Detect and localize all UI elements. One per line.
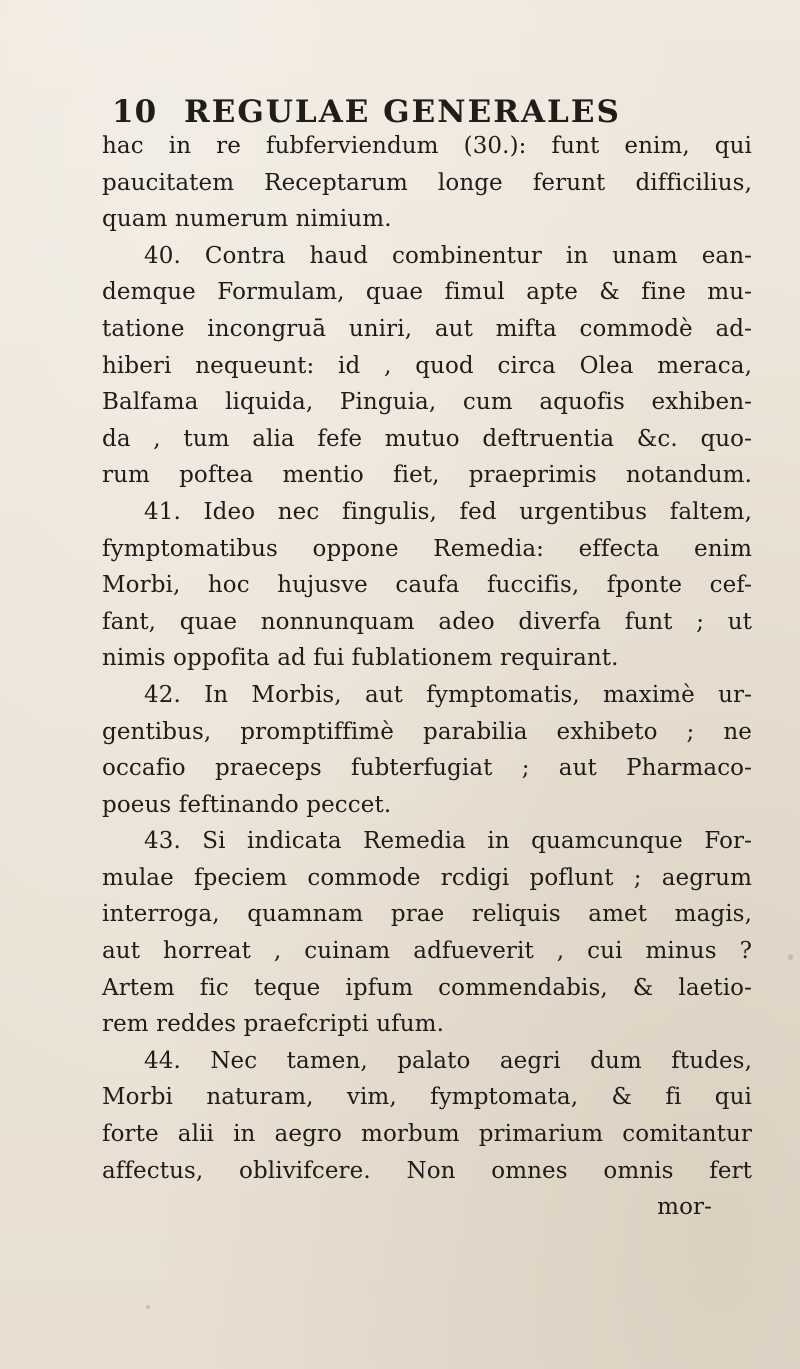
paragraph-40-start: 40. Contra haud combinentur in unam ean- [144,242,752,269]
text-line: paucitatem Receptarum longe ferunt difficilius, [102,169,752,196]
text-line: occafio praeceps fubterfugiat ; aut Pharmaco- [102,755,752,782]
paragraph-44-start: 44. Nec tamen, palato aegri dum ftudes, [144,1047,752,1074]
text-line: demque Formulam, quae fimul apte & fine mu- [102,279,752,306]
paragraph-43-start: 43. Si indicata Remedia in quamcunque For- [144,828,752,855]
page-number: 10 [112,94,158,130]
text-line: affectus, oblivifcere. Non omnes omnis fert [102,1157,752,1184]
catchword: mor- [657,1194,712,1221]
text-line: Morbi, hoc hujusve caufa fuccifis, fponte cef- [102,572,752,599]
text-line: tatione incongruā uniri, aut mifta commodè ad- [102,315,752,342]
text-line: rum poftea mentio fiet, praeprimis notandum. [102,462,752,489]
body-text [102,128,752,1226]
text-line: rem reddes praefcripti ufum. [102,1011,444,1038]
text-line: da , tum alia fefe mutuo deftruentia &c. quo- [102,425,752,452]
text-line: interroga, quamnam prae reliquis amet magis, [102,901,752,928]
text-line: quam numerum nimium. [102,206,392,233]
page-header [112,92,672,132]
text-line: Artem fic teque ipfum commendabis, & laetio- [102,974,752,1001]
text-line: hiberi nequeunt: id , quod circa Olea meraca, [102,352,752,379]
text-line: poeus feftinando peccet. [102,791,392,818]
paper-stain [788,954,793,960]
text-line: nimis oppofita ad fui fublationem requirant. [102,645,619,672]
text-line: Balfama liquida, Pinguia, cum aquofis exhiben- [102,389,752,416]
paragraph-42-start: 42. In Morbis, aut fymptomatis, maximè ur- [144,681,752,708]
text-line: fant, quae nonnunquam adeo diverfa funt ; ut [102,608,752,635]
running-title: REGULAE GENERALES [184,94,621,130]
paper-stain [146,1305,150,1309]
text-line: mulae fpeciem commode rcdigi poflunt ; aegrum [102,864,752,891]
text-line: gentibus, promptiffimè parabilia exhibeto ; ne [102,718,752,745]
text-line: fymptomatibus oppone Remedia: effecta enim [102,535,752,562]
text-line: hac in re fubferviendum (30.): funt enim, qui [102,133,752,159]
text-line: Morbi naturam, vim, fymptomata, & fi qui [102,1084,752,1111]
paragraph-41-start: 41. Ideo nec fingulis, fed urgentibus faltem, [144,498,752,525]
text-line: forte alii in aegro morbum primarium comitantur [102,1121,752,1148]
text-line: aut horreat , cuinam adfueverit , cui minus ? [102,938,752,965]
